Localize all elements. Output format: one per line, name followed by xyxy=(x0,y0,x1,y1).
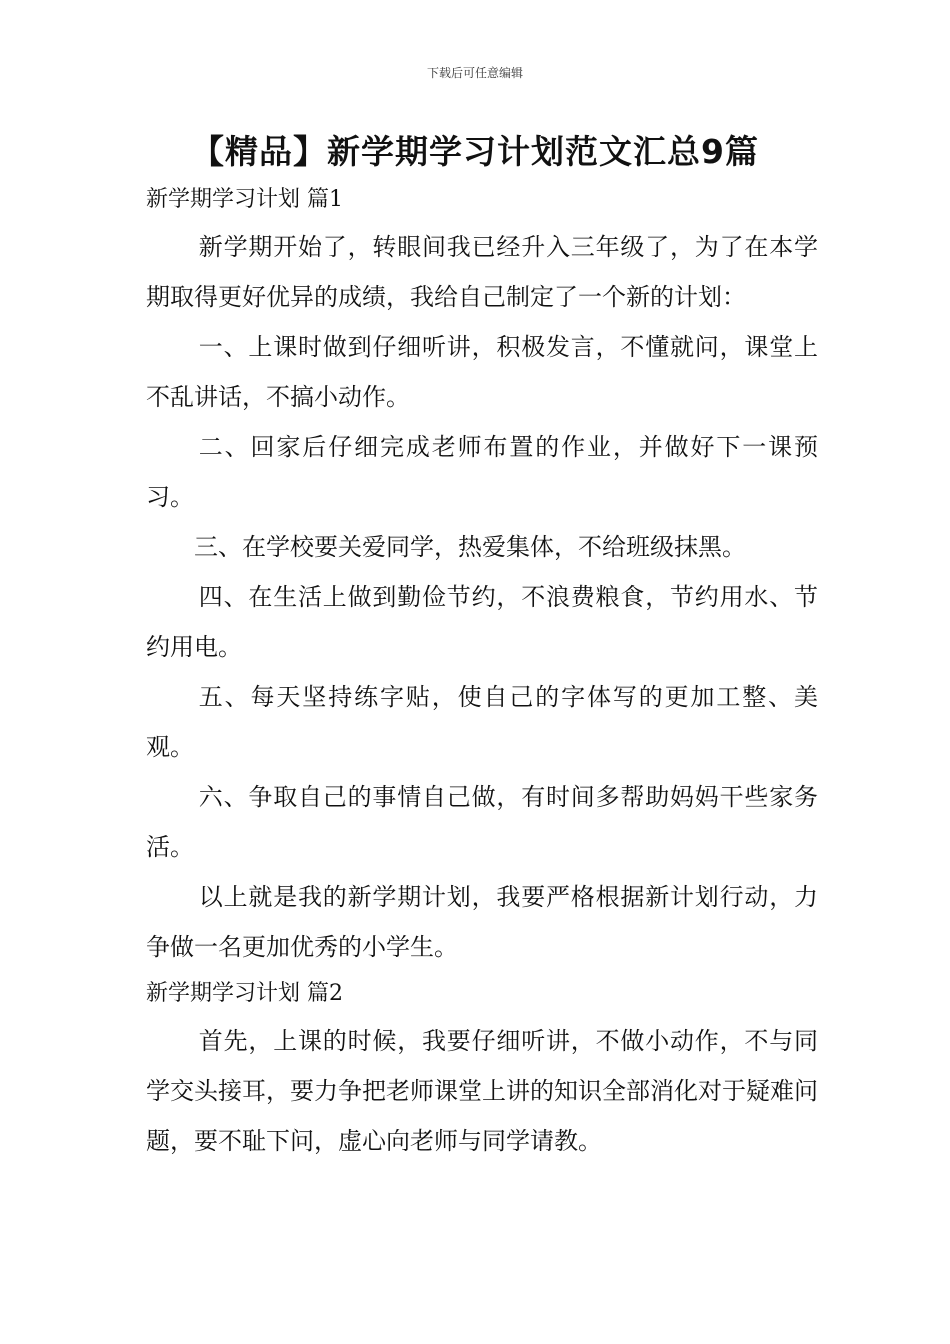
paragraph: 新学期开始了，转眼间我已经升入三年级了，为了在本学期取得更好优异的成绩，我给自己制定了一个新的计划： xyxy=(146,233,818,311)
document-body xyxy=(146,178,818,1166)
paragraph: 二、回家后仔细完成老师布置的作业，并做好下一课预习。 xyxy=(146,433,818,511)
document-title: 【精品】新学期学习计划范文汇总9篇 xyxy=(191,132,759,171)
paragraph: 一、上课时做到仔细听讲，积极发言，不懂就问，课堂上不乱讲话，不搞小动作。 xyxy=(146,333,818,411)
header-note: 下载后可任意编辑 xyxy=(426,66,523,80)
paragraph: 四、在生活上做到勤俭节约，不浪费粮食，节约用水、节约用电。 xyxy=(146,583,818,661)
section-heading: 新学期学习计划 篇1 xyxy=(146,187,343,212)
paragraph: 六、争取自己的事情自己做，有时间多帮助妈妈干些家务活。 xyxy=(146,783,818,861)
section-1 xyxy=(146,178,818,972)
section-2 xyxy=(146,972,818,1166)
paragraph: 以上就是我的新学期计划，我要严格根据新计划行动，力争做一名更加优秀的小学生。 xyxy=(146,883,818,961)
section-heading: 新学期学习计划 篇2 xyxy=(146,981,343,1006)
paragraph: 五、每天坚持练字贴，使自己的字体写的更加工整、美观。 xyxy=(146,683,818,761)
paragraph: 首先，上课的时候，我要仔细听讲，不做小动作，不与同学交头接耳，要力争把老师课堂上讲的知识全部消化对于疑难问题，要不耻下问，虚心向老师与同学请教。 xyxy=(146,1027,818,1155)
paragraph: 三、在学校要关爱同学，热爱集体，不给班级抹黑。 xyxy=(194,533,746,561)
